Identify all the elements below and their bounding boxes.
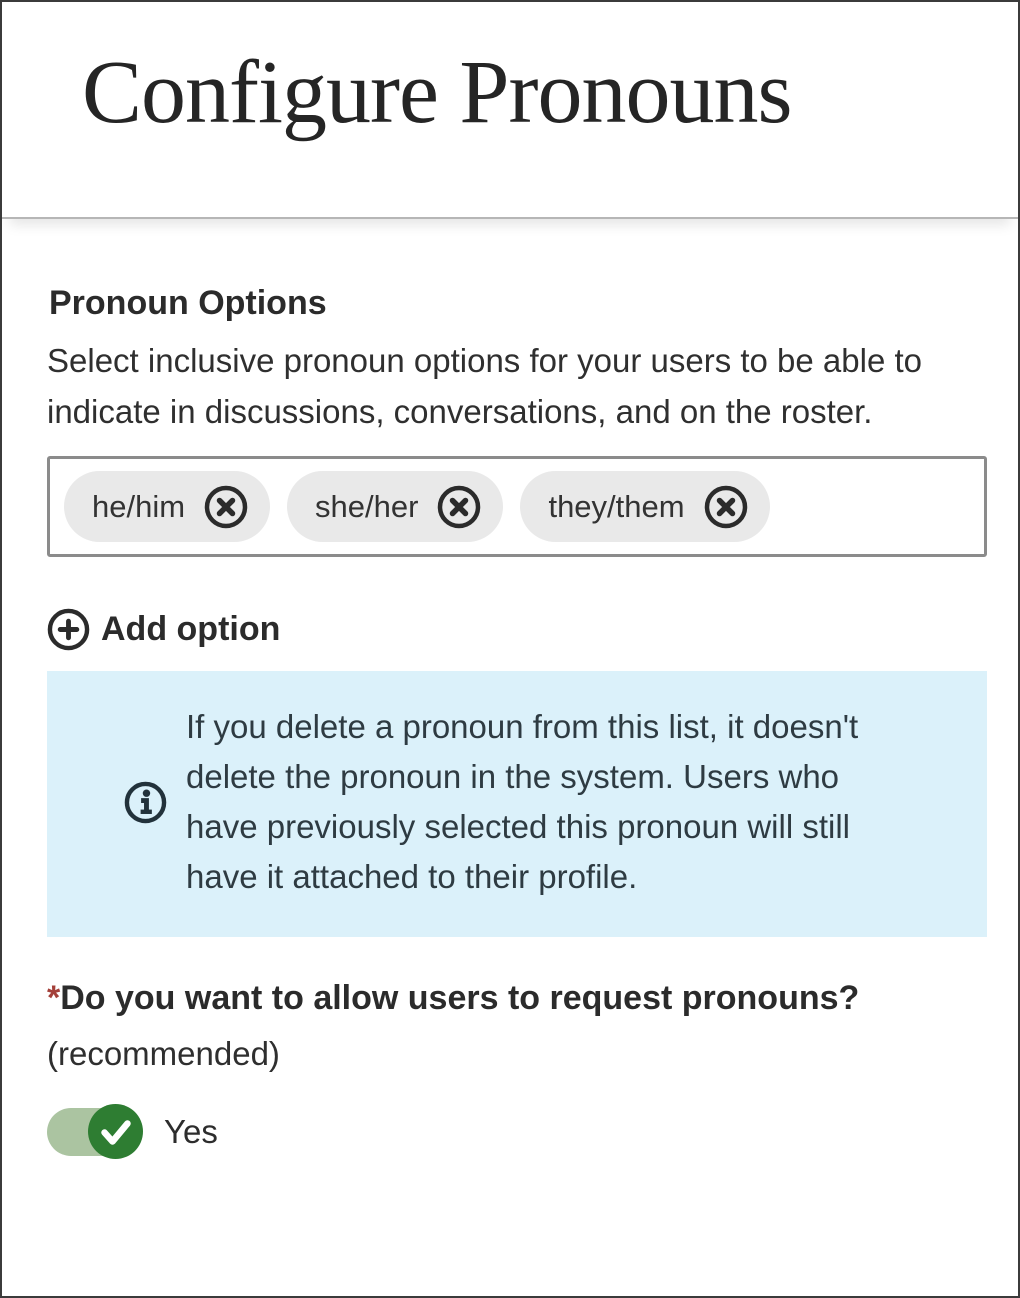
toggle-label: Yes (164, 1113, 218, 1150)
dialog-header (2, 2, 1018, 219)
add-option-label: Add option (101, 610, 281, 648)
pronoun-tag (520, 471, 769, 542)
remove-pronoun-button[interactable] (437, 485, 481, 529)
plus-circle-icon (47, 608, 90, 651)
request-pronouns-toggle-row (47, 1108, 983, 1156)
info-banner (47, 671, 987, 937)
required-marker: * (47, 979, 61, 1017)
circle-x-icon (204, 485, 248, 529)
remove-pronoun-button[interactable] (204, 485, 248, 529)
circle-x-icon (704, 485, 748, 529)
circle-x-icon (437, 485, 481, 529)
info-banner-text: If you delete a pronoun from this list, it doesn't delete the pronoun in the system. Users who have previously selected this pronoun will still have it attached to their profile. (186, 708, 859, 895)
pronoun-options-description: Select inclusive pronoun options for your users to be able to indicate in discussions, conversations, and on the roster. (47, 342, 923, 430)
info-circle-icon (124, 781, 167, 824)
dialog-body (2, 219, 1018, 1156)
pronoun-tag (64, 471, 270, 542)
toggle-thumb (88, 1104, 143, 1159)
pronoun-options-input[interactable] (47, 456, 987, 557)
remove-pronoun-button[interactable] (704, 485, 748, 529)
pronoun-tag (287, 471, 503, 542)
pronoun-tag-label: she/her (315, 488, 419, 524)
check-icon (88, 1104, 143, 1159)
pronoun-options-heading: Pronoun Options (49, 284, 327, 322)
add-option-button[interactable] (47, 608, 280, 651)
pronoun-tag-label: he/him (92, 488, 186, 524)
request-pronouns-toggle[interactable] (47, 1108, 141, 1156)
pronoun-tag-label: they/them (548, 488, 685, 524)
question-text: Do you want to allow users to request pronouns? (60, 979, 860, 1017)
recommended-note: (recommended) (47, 1035, 280, 1072)
request-pronouns-question (47, 971, 983, 1026)
page-title: Configure Pronouns (82, 43, 792, 142)
